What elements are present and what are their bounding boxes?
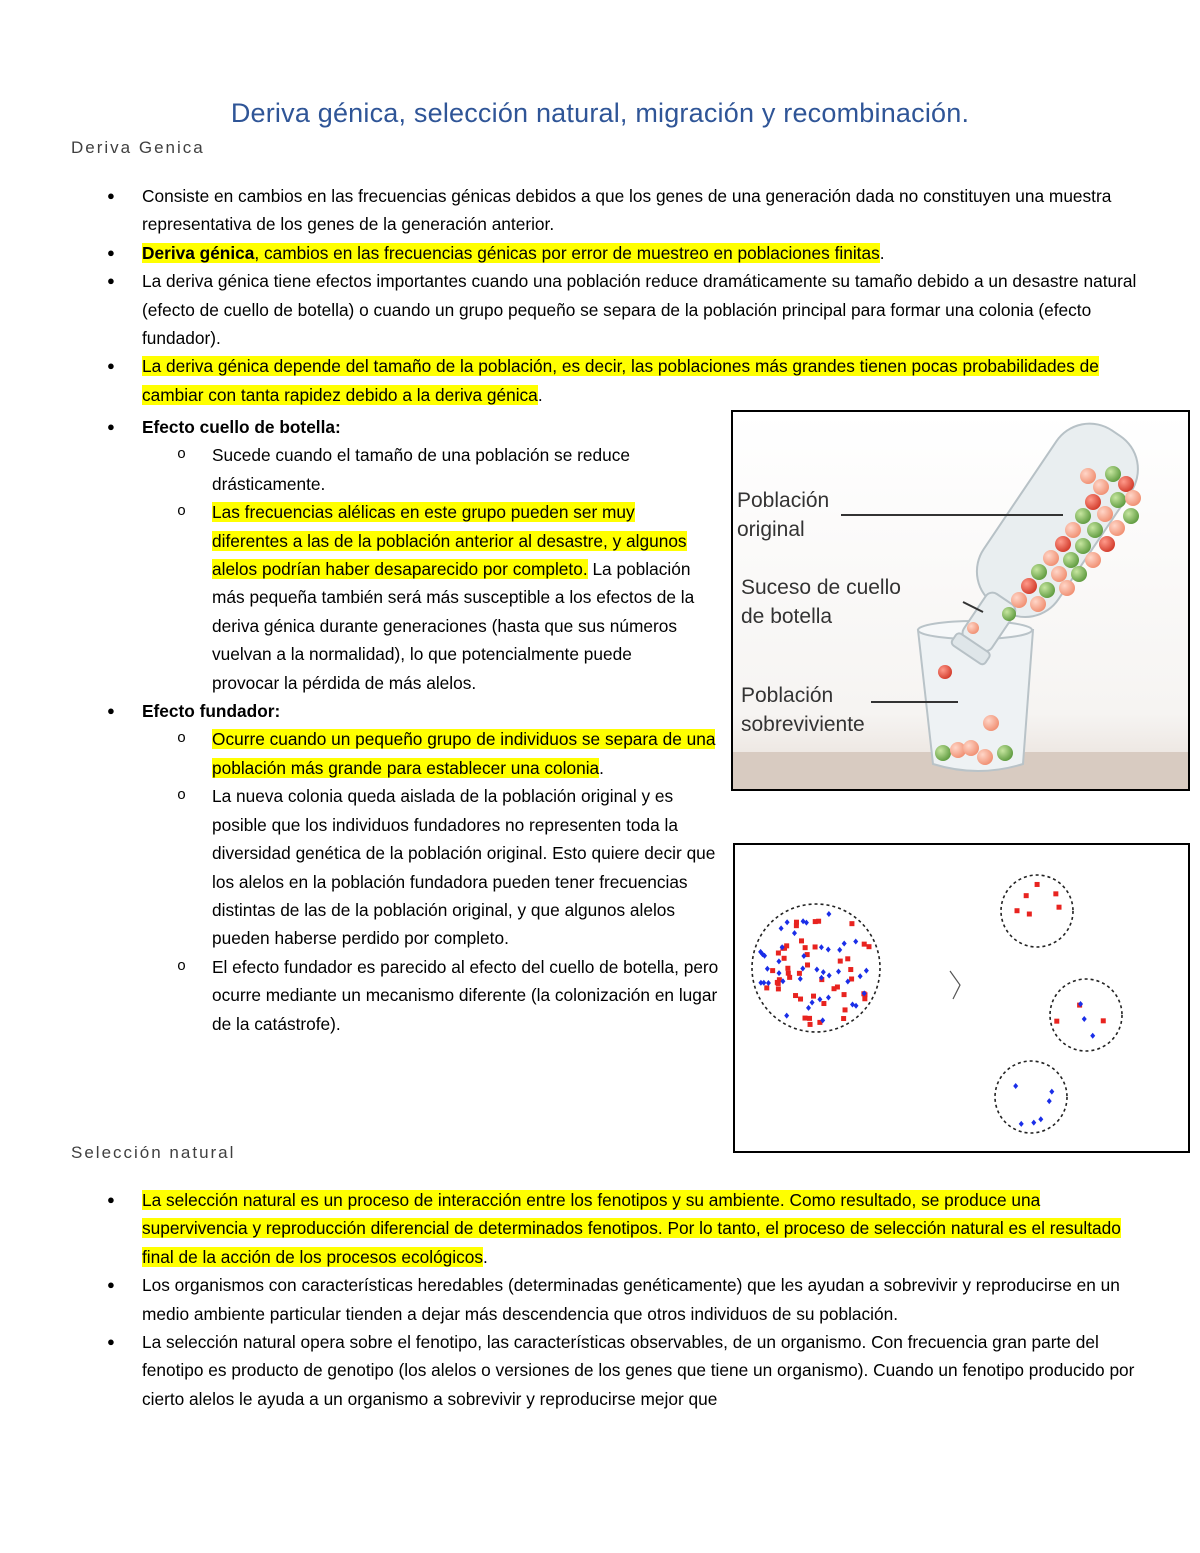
red-allele-dot xyxy=(1053,891,1058,896)
bullet-icon: ● xyxy=(107,1277,115,1293)
red-allele-dot xyxy=(841,1016,846,1021)
label-survivor-1: Población xyxy=(741,684,834,707)
sublist xyxy=(177,725,722,1037)
red-allele-dot xyxy=(813,944,818,949)
blue-allele-dot xyxy=(1047,1098,1052,1104)
document-title: Deriva génica, selección natural, migración y recombinación. xyxy=(230,98,970,128)
blue-allele-dot xyxy=(1031,1120,1036,1126)
label-original-2: original xyxy=(737,518,805,541)
red-allele-dot xyxy=(794,920,799,925)
colony-circle xyxy=(1050,979,1122,1051)
blue-allele-dot xyxy=(827,973,832,979)
red-allele-dot xyxy=(793,993,798,998)
red-allele-dot xyxy=(862,996,867,1001)
sublist-item: o Sucede cuando el tamaño de una población se reduce drásticamente. xyxy=(212,441,702,498)
label-event-2: de botella xyxy=(741,605,833,628)
red-allele-dot xyxy=(802,1016,807,1021)
founder-effect-diagram xyxy=(735,845,1188,1151)
list-item: ● La deriva génica depende del tamaño de la población, es decir, las poblaciones más grandes tienen pocas probabilidades de cambiar con tanta rapidez debido a la deriva génica. xyxy=(142,352,1142,409)
blue-allele-dot xyxy=(800,965,805,971)
red-allele-dot xyxy=(797,971,802,976)
red-allele-dot xyxy=(785,966,790,971)
circle-bullet-icon: o xyxy=(177,503,187,521)
arrow-icon xyxy=(950,971,960,999)
bullet-icon: ● xyxy=(107,1334,115,1350)
blue-allele-dot xyxy=(766,980,771,986)
deriva-list-effects xyxy=(107,413,719,1038)
blue-allele-dot xyxy=(1090,1033,1095,1039)
founder-effect-figure xyxy=(733,843,1190,1153)
blue-allele-dot xyxy=(850,1002,855,1008)
blue-allele-dot xyxy=(826,947,831,953)
red-allele-dot xyxy=(776,986,781,991)
red-allele-dot xyxy=(1035,882,1040,887)
blue-allele-dot xyxy=(821,969,826,975)
list-item: ● Consiste en cambios en las frecuencias génicas debidos a que los genes de una generación dada no constituyen una muestra representativa de los genes de la generación anterior. xyxy=(142,182,1142,239)
bullet-icon: ● xyxy=(107,244,115,260)
list-item: ● La selección natural es un proceso de interacción entre los fenotipos y su ambiente. Como resultado, se produce una supervivencia y reproducción diferencial de determinados fenotipos. Por lo tanto, el proceso de selección natural es el resultado final de la acción de los procesos ecológicos. xyxy=(142,1186,1142,1271)
blue-allele-dot xyxy=(784,1013,789,1019)
blue-allele-dot xyxy=(798,976,803,982)
circle-bullet-icon: o xyxy=(177,730,187,748)
sublist-item: o La nueva colonia queda aislada de la población original y es posible que los individuos fundadores no representen toda la diversidad genética de la población original. Esto quiere decir que los alelos en la población fundadora pueden tener frecuencias distintas de las de la población original, y que algunos alelos pueden haberse perdido por completo. xyxy=(212,782,722,952)
blue-allele-dot xyxy=(1019,1121,1024,1127)
blue-allele-dot xyxy=(779,925,784,931)
red-allele-dot xyxy=(842,992,847,997)
blue-allele-dot xyxy=(785,919,790,925)
circle-bullet-icon: o xyxy=(177,787,187,805)
blue-allele-dot xyxy=(1082,1016,1087,1022)
label-original-1: Población xyxy=(737,489,830,512)
blue-allele-dot xyxy=(837,947,842,953)
seleccion-list xyxy=(107,1186,1142,1413)
label-event-1: Suceso de cuello xyxy=(741,576,901,599)
red-allele-dot xyxy=(1101,1018,1106,1023)
red-allele-dot xyxy=(782,956,787,961)
red-allele-dot xyxy=(832,986,837,991)
list-item: ● Efecto cuello de botella: o Sucede cuando el tamaño de una población se reduce drásticamente. o Las frecuencias alélicas en este grupo pueden ser muy diferentes a las de la población anterior al desastre, y algunos alelos podrían haber desaparecido por completo. La población más pequeña también será más susceptible a los efectos de la deriva génica durante generaciones (hasta que sus números vuelvan a la normalidad), lo que potencialmente puede provocar la pérdida de más alelos. xyxy=(142,413,702,697)
bullet-icon: ● xyxy=(107,703,115,719)
blue-allele-dot xyxy=(1049,1089,1054,1095)
blue-allele-dot xyxy=(792,930,797,936)
red-allele-dot xyxy=(799,938,804,943)
red-allele-dot xyxy=(849,921,854,926)
list-item: ● Los organismos con características heredables (determinadas genéticamente) que les ayudan a sobrevivir y reproducirse en un medio ambiente particular tienden a dejar más descendencia que otros individuos de su población. xyxy=(142,1271,1142,1328)
allele-dots xyxy=(758,882,1106,1127)
red-allele-dot xyxy=(808,1022,813,1027)
red-allele-dot xyxy=(1027,912,1032,917)
section-heading-seleccion: Selección natural xyxy=(71,1143,236,1162)
sublist-item: o Ocurre cuando un pequeño grupo de individuos se separa de una población más grande para establecer una colonia. xyxy=(212,725,722,782)
circle-bullet-icon: o xyxy=(177,957,187,975)
red-allele-dot xyxy=(866,944,871,949)
blue-allele-dot xyxy=(1038,1116,1043,1122)
blue-allele-dot xyxy=(854,1003,859,1009)
sublist-item: o El efecto fundador es parecido al efecto del cuello de botella, pero ocurre mediante un mecanismo diferente (la colonización en lugar de la catástrofe). xyxy=(212,953,722,1038)
red-allele-dot xyxy=(786,971,791,976)
blue-allele-dot xyxy=(1013,1083,1018,1089)
blue-allele-dot xyxy=(853,939,858,945)
list-item: ● Deriva génica, cambios en las frecuencias génicas por error de muestreo en poblaciones finitas. xyxy=(142,239,1142,267)
red-allele-dot xyxy=(1057,905,1062,910)
bullet-icon: ● xyxy=(107,419,115,434)
red-allele-dot xyxy=(770,968,775,973)
red-allele-dot xyxy=(849,976,854,981)
blue-allele-dot xyxy=(814,966,819,972)
deriva-list-top xyxy=(107,182,1142,409)
bottleneck-figure xyxy=(731,410,1190,791)
red-allele-dot xyxy=(838,959,843,964)
red-allele-dot xyxy=(848,967,853,972)
sublist-item: o Las frecuencias alélicas en este grupo pueden ser muy diferentes a las de la población anterior al desastre, y algunos alelos podrían haber desaparecido por completo. La población más pequeña también será más susceptible a los efectos de la deriva génica durante generaciones (hasta que sus números vuelvan a la normalidad), lo que potencialmente puede provocar la pérdida de más alelos. xyxy=(212,498,702,697)
colony-circle xyxy=(995,1061,1067,1133)
label-survivor-2: sobreviviente xyxy=(741,713,865,736)
red-allele-dot xyxy=(843,1007,848,1012)
blue-allele-dot xyxy=(810,1000,815,1006)
red-allele-dot xyxy=(798,997,803,1002)
bullet-icon: ● xyxy=(107,188,115,203)
bullet-icon: ● xyxy=(107,1192,115,1207)
red-allele-dot xyxy=(807,1016,812,1021)
red-allele-dot xyxy=(1015,908,1020,913)
bullet-icon: ● xyxy=(107,358,115,374)
blue-allele-dot xyxy=(777,970,782,976)
blue-allele-dot xyxy=(806,1005,811,1011)
blue-allele-dot xyxy=(819,944,824,950)
red-allele-dot xyxy=(821,1001,826,1006)
red-allele-dot xyxy=(813,919,818,924)
blue-allele-dot xyxy=(836,968,841,974)
red-allele-dot xyxy=(805,962,810,967)
red-allele-dot xyxy=(862,942,867,947)
bottleneck-illustration xyxy=(733,412,1188,789)
red-allele-dot xyxy=(803,945,808,950)
blue-allele-dot xyxy=(826,994,831,1000)
blue-allele-dot xyxy=(758,980,763,986)
red-allele-dot xyxy=(764,985,769,990)
blue-allele-dot xyxy=(776,958,781,964)
red-allele-dot xyxy=(845,956,850,961)
list-item: ● La selección natural opera sobre el fenotipo, las características observables, de un organismo. Con frecuencia gran parte del fenotipo es producto de genotipo (los alelos o versiones de los genes que tiene un organismo). Cuando un fenotipo producido por cierto alelos le ayuda a un organismo a sobrevivir y reproducirse mejor que xyxy=(142,1328,1142,1413)
red-allele-dot xyxy=(776,951,781,956)
section-heading-deriva: Deriva Genica xyxy=(71,138,205,157)
blue-allele-dot xyxy=(842,940,847,946)
circle-bullet-icon: o xyxy=(177,446,187,464)
red-allele-dot xyxy=(1054,1019,1059,1024)
bullet-icon: ● xyxy=(107,273,115,289)
blue-allele-dot xyxy=(826,911,831,917)
red-allele-dot xyxy=(1024,893,1029,898)
blue-allele-dot xyxy=(864,968,869,974)
list-item: ● Efecto fundador: o Ocurre cuando un pequeño grupo de individuos se separa de una población más grande para establecer una colonia. o La nueva colonia queda aislada de la población original y es posible que los individuos fundadores no representen toda la diversidad genética de la población original. Esto quiere decir que los alelos en la población fundadora pueden tener frecuencias distintas de las de la población original, y que algunos alelos pueden haberse perdido por completo. o El efecto fundador es parecido al efecto del cuello de botella, pero ocurre mediante un mecanismo diferente (la colonización en lugar de la catástrofe). xyxy=(142,697,702,1038)
blue-allele-dot xyxy=(765,966,770,972)
sublist xyxy=(177,441,702,697)
blue-allele-dot xyxy=(858,973,863,979)
list-item: ● La deriva génica tiene efectos importantes cuando una población reduce dramáticamente su tamaño debido a un desastre natural (efecto de cuello de botella) o cuando un grupo pequeño se separa de la población principal para formar una colonia (efecto fundador). xyxy=(142,267,1142,352)
red-allele-dot xyxy=(811,994,816,999)
